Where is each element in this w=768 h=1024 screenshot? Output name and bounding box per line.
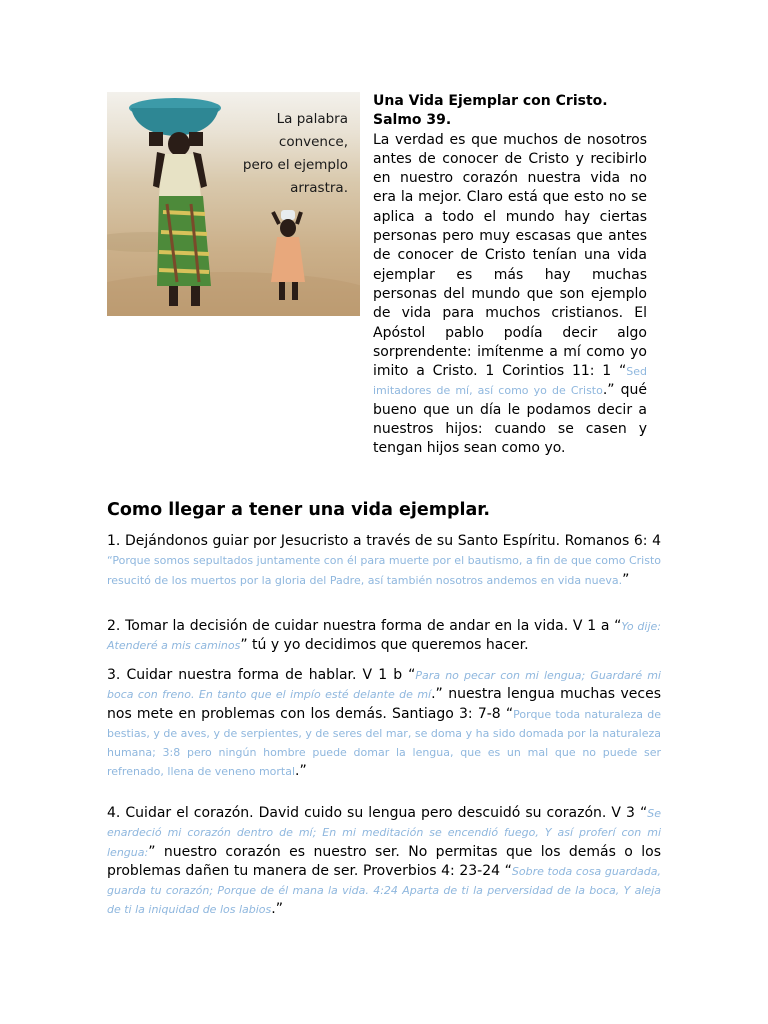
item-text: 1. Dejándonos guiar por Jesucristo a través de su Santo Espíritu. Romanos 6: 4 (107, 533, 661, 549)
intro-body: La verdad es que muchos de nosotros antes de conocer de Cristo y recibirlo en nuestro corazón nuestra vida no era la mejor. Claro está que esto no se aplica a todo el mundo hay ciertas personas pero muy escasas que antes de conocer de Cristo tenían una vida ejemplar es más hay muchas personas del mundo que son ejemplo de vida para muchos cristianos. El Apóstol pablo podía decir algo sorprendente: imítenme a mí como yo imito a Cristo. 1 Corintios 11: 1 (373, 131, 647, 380)
item-text: 4. Cuidar el corazón. David cuido su lengua pero descuidó su corazón. V 3 “ (107, 805, 648, 821)
item-quote: Para no pecar con mi lengua; Guardaré mi boca con freno. En tanto que el impío esté delante de mí (107, 669, 661, 702)
section-heading: Como llegar a tener una vida ejemplar. (107, 500, 491, 520)
image-caption: La palabra convence, pero el ejemplo arrastra. (242, 111, 348, 196)
item-quote-2: Sobre toda cosa guardada, guarda tu corazón; Porque de él mana la vida. 4:24 Aparta de ti la perversidad de la boca, Y aleja de ti la iniquidad de los labios (107, 864, 661, 917)
item-quote: Yo dije: Atenderé a mis caminos (107, 620, 661, 653)
item-quote-2: Porque toda naturaleza de bestias, y de aves, y de serpientes, y de seres del mar, se doma y ha sido domada por la naturaleza humana; 3:8 pero ningún hombre puede domar la lengua, que es un mal que no puede ser refrenado, llena de veneno mortal (107, 707, 661, 779)
list-item-1 (107, 532, 661, 590)
illustration-image (107, 92, 360, 316)
item-quote: Se enardeció mi corazón dentro de mí; En mi meditación se encendió fuego, Y así proferí con mi lengua: (107, 807, 661, 859)
item-text: 3. Cuidar nuestra forma de hablar. V 1 b “ (107, 667, 416, 683)
list-item-2 (107, 617, 661, 656)
item-after: .” nuestra lengua muchas veces nos mete en problemas con los demás. Santiago 3: 7-8 “ (107, 686, 661, 722)
item-after-2: .” (295, 763, 307, 780)
item-after: ” nuestro corazón es nuestro ser. No permitas que los demás o los problemas dañen tu manera de ser. Proverbios 4: 23-24 “ (107, 843, 661, 879)
intro-quote: Sed imitadores de mí, así como yo de Cristo (373, 365, 648, 398)
item-after: ” tú y yo decidimos que queremos hacer. (240, 637, 529, 654)
intro-after-quote: .” qué bueno que un día le podamos decir a nuestros hijos: cuando se casen y tengan hijos sean como yo. (373, 382, 647, 457)
intro-title-line1: Una Vida Ejemplar con Cristo. (373, 93, 608, 109)
item-after-2: .” (271, 901, 283, 918)
intro-block (373, 92, 647, 459)
item-quote: “Porque somos sepultados juntamente con él para muerte por el bautismo, a fin de que como Cristo resucitó de los muertos por la gloria del Padre, así también nosotros andemos en vida nueva. (107, 554, 661, 587)
list-item-3 (107, 666, 661, 782)
item-after: ” (622, 571, 630, 588)
intro-title-line2: Salmo 39. (373, 112, 452, 129)
intro-open-quote: “ (619, 363, 627, 380)
item-text: 2. Tomar la decisión de cuidar nuestra forma de andar en la vida. V 1 a “ (107, 618, 622, 634)
list-item-4 (107, 804, 661, 920)
